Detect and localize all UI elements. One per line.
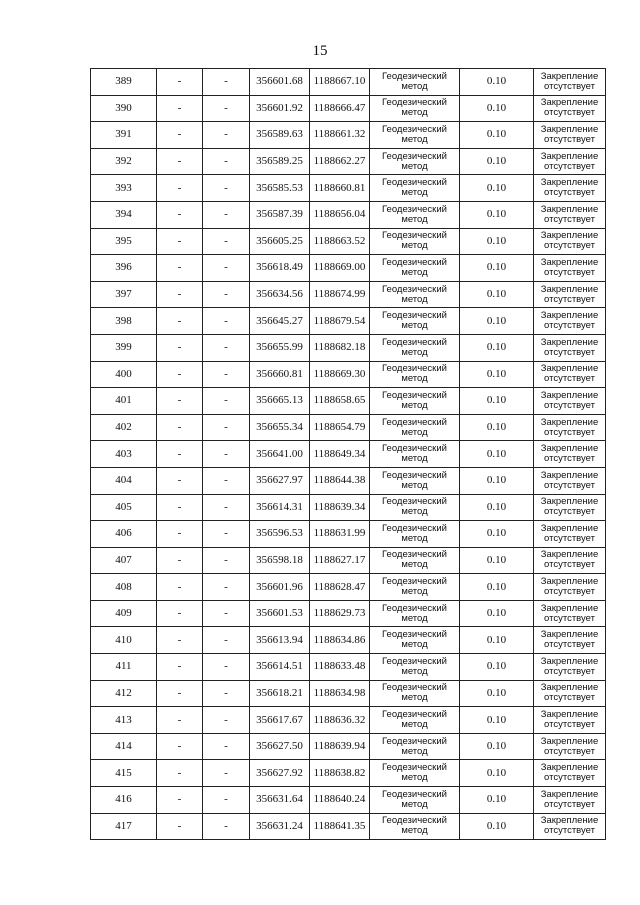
accuracy-cell: 0.10 xyxy=(460,361,534,388)
old-x-cell: - xyxy=(157,680,203,707)
x-coordinate-cell: 356660.81 xyxy=(250,361,310,388)
old-x-cell: - xyxy=(157,69,203,96)
old-x-cell: - xyxy=(157,414,203,441)
old-y-cell: - xyxy=(203,600,250,627)
x-coordinate-cell: 356614.51 xyxy=(250,654,310,681)
x-coordinate-cell: 356641.00 xyxy=(250,441,310,468)
y-coordinate-cell: 1188667.10 xyxy=(310,69,370,96)
accuracy-cell: 0.10 xyxy=(460,308,534,335)
method-cell: Геодезический метод xyxy=(370,414,460,441)
fixation-cell: Закрепление отсутствует xyxy=(534,255,606,282)
x-coordinate-cell: 356587.39 xyxy=(250,201,310,228)
table-row xyxy=(91,388,606,415)
fixation-cell: Закрепление отсутствует xyxy=(534,467,606,494)
old-y-cell: - xyxy=(203,441,250,468)
y-coordinate-cell: 1188682.18 xyxy=(310,334,370,361)
accuracy-cell: 0.10 xyxy=(460,148,534,175)
y-coordinate-cell: 1188666.47 xyxy=(310,95,370,122)
fixation-cell: Закрепление отсутствует xyxy=(534,600,606,627)
point-number-cell: 413 xyxy=(91,707,157,734)
method-cell: Геодезический метод xyxy=(370,308,460,335)
fixation-cell: Закрепление отсутствует xyxy=(534,361,606,388)
y-coordinate-cell: 1188639.34 xyxy=(310,494,370,521)
old-x-cell: - xyxy=(157,600,203,627)
old-y-cell: - xyxy=(203,760,250,787)
old-x-cell: - xyxy=(157,441,203,468)
method-cell: Геодезический метод xyxy=(370,680,460,707)
table-row xyxy=(91,813,606,840)
old-y-cell: - xyxy=(203,707,250,734)
point-number-cell: 410 xyxy=(91,627,157,654)
old-y-cell: - xyxy=(203,733,250,760)
table-row xyxy=(91,255,606,282)
fixation-cell: Закрепление отсутствует xyxy=(534,707,606,734)
method-cell: Геодезический метод xyxy=(370,175,460,202)
point-number-cell: 401 xyxy=(91,388,157,415)
old-y-cell: - xyxy=(203,122,250,149)
x-coordinate-cell: 356645.27 xyxy=(250,308,310,335)
accuracy-cell: 0.10 xyxy=(460,733,534,760)
method-cell: Геодезический метод xyxy=(370,388,460,415)
point-number-cell: 397 xyxy=(91,281,157,308)
fixation-cell: Закрепление отсутствует xyxy=(534,547,606,574)
table-row xyxy=(91,654,606,681)
x-coordinate-cell: 356601.96 xyxy=(250,574,310,601)
x-coordinate-cell: 356598.18 xyxy=(250,547,310,574)
old-x-cell: - xyxy=(157,547,203,574)
fixation-cell: Закрепление отсутствует xyxy=(534,308,606,335)
accuracy-cell: 0.10 xyxy=(460,494,534,521)
point-number-cell: 398 xyxy=(91,308,157,335)
x-coordinate-cell: 356665.13 xyxy=(250,388,310,415)
old-y-cell: - xyxy=(203,361,250,388)
accuracy-cell: 0.10 xyxy=(460,760,534,787)
accuracy-cell: 0.10 xyxy=(460,574,534,601)
table-row xyxy=(91,733,606,760)
old-y-cell: - xyxy=(203,414,250,441)
x-coordinate-cell: 356585.53 xyxy=(250,175,310,202)
y-coordinate-cell: 1188669.30 xyxy=(310,361,370,388)
accuracy-cell: 0.10 xyxy=(460,201,534,228)
accuracy-cell: 0.10 xyxy=(460,680,534,707)
y-coordinate-cell: 1188634.86 xyxy=(310,627,370,654)
point-number-cell: 408 xyxy=(91,574,157,601)
old-x-cell: - xyxy=(157,787,203,814)
old-x-cell: - xyxy=(157,654,203,681)
table-row xyxy=(91,574,606,601)
table-row xyxy=(91,414,606,441)
method-cell: Геодезический метод xyxy=(370,627,460,654)
point-number-cell: 392 xyxy=(91,148,157,175)
fixation-cell: Закрепление отсутствует xyxy=(534,388,606,415)
x-coordinate-cell: 356627.50 xyxy=(250,733,310,760)
x-coordinate-cell: 356618.49 xyxy=(250,255,310,282)
point-number-cell: 395 xyxy=(91,228,157,255)
old-y-cell: - xyxy=(203,175,250,202)
fixation-cell: Закрепление отсутствует xyxy=(534,574,606,601)
x-coordinate-cell: 356618.21 xyxy=(250,680,310,707)
method-cell: Геодезический метод xyxy=(370,574,460,601)
y-coordinate-cell: 1188641.35 xyxy=(310,813,370,840)
y-coordinate-cell: 1188631.99 xyxy=(310,521,370,548)
accuracy-cell: 0.10 xyxy=(460,547,534,574)
accuracy-cell: 0.10 xyxy=(460,281,534,308)
point-number-cell: 412 xyxy=(91,680,157,707)
table-row xyxy=(91,95,606,122)
accuracy-cell: 0.10 xyxy=(460,414,534,441)
table-row xyxy=(91,228,606,255)
old-y-cell: - xyxy=(203,813,250,840)
accuracy-cell: 0.10 xyxy=(460,813,534,840)
x-coordinate-cell: 356614.31 xyxy=(250,494,310,521)
point-number-cell: 409 xyxy=(91,600,157,627)
y-coordinate-cell: 1188660.81 xyxy=(310,175,370,202)
y-coordinate-cell: 1188639.94 xyxy=(310,733,370,760)
y-coordinate-cell: 1188656.04 xyxy=(310,201,370,228)
y-coordinate-cell: 1188669.00 xyxy=(310,255,370,282)
fixation-cell: Закрепление отсутствует xyxy=(534,175,606,202)
fixation-cell: Закрепление отсутствует xyxy=(534,733,606,760)
accuracy-cell: 0.10 xyxy=(460,175,534,202)
old-y-cell: - xyxy=(203,388,250,415)
method-cell: Геодезический метод xyxy=(370,654,460,681)
y-coordinate-cell: 1188679.54 xyxy=(310,308,370,335)
table-row xyxy=(91,787,606,814)
table-row xyxy=(91,521,606,548)
old-y-cell: - xyxy=(203,95,250,122)
table-row xyxy=(91,361,606,388)
old-x-cell: - xyxy=(157,467,203,494)
y-coordinate-cell: 1188649.34 xyxy=(310,441,370,468)
point-number-cell: 394 xyxy=(91,201,157,228)
old-x-cell: - xyxy=(157,707,203,734)
x-coordinate-cell: 356596.53 xyxy=(250,521,310,548)
old-y-cell: - xyxy=(203,521,250,548)
fixation-cell: Закрепление отсутствует xyxy=(534,521,606,548)
y-coordinate-cell: 1188674.99 xyxy=(310,281,370,308)
point-number-cell: 411 xyxy=(91,654,157,681)
method-cell: Геодезический метод xyxy=(370,467,460,494)
accuracy-cell: 0.10 xyxy=(460,441,534,468)
y-coordinate-cell: 1188663.52 xyxy=(310,228,370,255)
old-x-cell: - xyxy=(157,521,203,548)
table-row xyxy=(91,547,606,574)
table-row xyxy=(91,122,606,149)
fixation-cell: Закрепление отсутствует xyxy=(534,654,606,681)
accuracy-cell: 0.10 xyxy=(460,600,534,627)
old-y-cell: - xyxy=(203,255,250,282)
x-coordinate-cell: 356601.53 xyxy=(250,600,310,627)
fixation-cell: Закрепление отсутствует xyxy=(534,281,606,308)
method-cell: Геодезический метод xyxy=(370,148,460,175)
method-cell: Геодезический метод xyxy=(370,281,460,308)
table-row xyxy=(91,600,606,627)
point-number-cell: 399 xyxy=(91,334,157,361)
y-coordinate-cell: 1188661.32 xyxy=(310,122,370,149)
old-y-cell: - xyxy=(203,574,250,601)
table-row xyxy=(91,467,606,494)
old-x-cell: - xyxy=(157,361,203,388)
y-coordinate-cell: 1188627.17 xyxy=(310,547,370,574)
fixation-cell: Закрепление отсутствует xyxy=(534,627,606,654)
point-number-cell: 406 xyxy=(91,521,157,548)
table-row xyxy=(91,308,606,335)
fixation-cell: Закрепление отсутствует xyxy=(534,334,606,361)
accuracy-cell: 0.10 xyxy=(460,122,534,149)
method-cell: Геодезический метод xyxy=(370,361,460,388)
y-coordinate-cell: 1188654.79 xyxy=(310,414,370,441)
fixation-cell: Закрепление отсутствует xyxy=(534,441,606,468)
old-x-cell: - xyxy=(157,733,203,760)
old-x-cell: - xyxy=(157,627,203,654)
point-number-cell: 402 xyxy=(91,414,157,441)
point-number-cell: 416 xyxy=(91,787,157,814)
x-coordinate-cell: 356631.64 xyxy=(250,787,310,814)
point-number-cell: 405 xyxy=(91,494,157,521)
old-x-cell: - xyxy=(157,122,203,149)
accuracy-cell: 0.10 xyxy=(460,69,534,96)
old-y-cell: - xyxy=(203,281,250,308)
y-coordinate-cell: 1188644.38 xyxy=(310,467,370,494)
table-row xyxy=(91,69,606,96)
fixation-cell: Закрепление отсутствует xyxy=(534,680,606,707)
old-y-cell: - xyxy=(203,201,250,228)
table-row xyxy=(91,627,606,654)
old-x-cell: - xyxy=(157,95,203,122)
fixation-cell: Закрепление отсутствует xyxy=(534,69,606,96)
method-cell: Геодезический метод xyxy=(370,760,460,787)
point-number-cell: 389 xyxy=(91,69,157,96)
accuracy-cell: 0.10 xyxy=(460,654,534,681)
y-coordinate-cell: 1188640.24 xyxy=(310,787,370,814)
fixation-cell: Закрепление отсутствует xyxy=(534,760,606,787)
x-coordinate-cell: 356589.25 xyxy=(250,148,310,175)
old-y-cell: - xyxy=(203,148,250,175)
point-number-cell: 403 xyxy=(91,441,157,468)
old-y-cell: - xyxy=(203,228,250,255)
y-coordinate-cell: 1188628.47 xyxy=(310,574,370,601)
old-y-cell: - xyxy=(203,547,250,574)
fixation-cell: Закрепление отсутствует xyxy=(534,414,606,441)
y-coordinate-cell: 1188638.82 xyxy=(310,760,370,787)
old-x-cell: - xyxy=(157,388,203,415)
old-y-cell: - xyxy=(203,308,250,335)
method-cell: Геодезический метод xyxy=(370,733,460,760)
y-coordinate-cell: 1188629.73 xyxy=(310,600,370,627)
table-row xyxy=(91,707,606,734)
method-cell: Геодезический метод xyxy=(370,228,460,255)
old-y-cell: - xyxy=(203,680,250,707)
old-x-cell: - xyxy=(157,760,203,787)
method-cell: Геодезический метод xyxy=(370,95,460,122)
point-number-cell: 391 xyxy=(91,122,157,149)
old-y-cell: - xyxy=(203,69,250,96)
old-x-cell: - xyxy=(157,228,203,255)
fixation-cell: Закрепление отсутствует xyxy=(534,228,606,255)
old-x-cell: - xyxy=(157,255,203,282)
table-row xyxy=(91,680,606,707)
x-coordinate-cell: 356601.92 xyxy=(250,95,310,122)
x-coordinate-cell: 356589.63 xyxy=(250,122,310,149)
accuracy-cell: 0.10 xyxy=(460,707,534,734)
method-cell: Геодезический метод xyxy=(370,255,460,282)
old-x-cell: - xyxy=(157,281,203,308)
point-number-cell: 390 xyxy=(91,95,157,122)
fixation-cell: Закрепление отсутствует xyxy=(534,122,606,149)
old-x-cell: - xyxy=(157,813,203,840)
old-x-cell: - xyxy=(157,494,203,521)
table-row xyxy=(91,760,606,787)
method-cell: Геодезический метод xyxy=(370,600,460,627)
point-number-cell: 414 xyxy=(91,733,157,760)
old-x-cell: - xyxy=(157,334,203,361)
point-number-cell: 400 xyxy=(91,361,157,388)
fixation-cell: Закрепление отсутствует xyxy=(534,95,606,122)
old-y-cell: - xyxy=(203,787,250,814)
old-y-cell: - xyxy=(203,627,250,654)
old-x-cell: - xyxy=(157,574,203,601)
table-row xyxy=(91,334,606,361)
accuracy-cell: 0.10 xyxy=(460,255,534,282)
y-coordinate-cell: 1188633.48 xyxy=(310,654,370,681)
x-coordinate-cell: 356627.97 xyxy=(250,467,310,494)
accuracy-cell: 0.10 xyxy=(460,521,534,548)
accuracy-cell: 0.10 xyxy=(460,228,534,255)
table-row xyxy=(91,441,606,468)
x-coordinate-cell: 356631.24 xyxy=(250,813,310,840)
fixation-cell: Закрепление отсутствует xyxy=(534,813,606,840)
point-number-cell: 404 xyxy=(91,467,157,494)
table-row xyxy=(91,175,606,202)
accuracy-cell: 0.10 xyxy=(460,334,534,361)
method-cell: Геодезический метод xyxy=(370,201,460,228)
point-number-cell: 415 xyxy=(91,760,157,787)
accuracy-cell: 0.10 xyxy=(460,787,534,814)
method-cell: Геодезический метод xyxy=(370,441,460,468)
method-cell: Геодезический метод xyxy=(370,787,460,814)
old-y-cell: - xyxy=(203,494,250,521)
x-coordinate-cell: 356655.34 xyxy=(250,414,310,441)
fixation-cell: Закрепление отсутствует xyxy=(534,201,606,228)
old-x-cell: - xyxy=(157,148,203,175)
point-number-cell: 407 xyxy=(91,547,157,574)
old-x-cell: - xyxy=(157,201,203,228)
table-row xyxy=(91,281,606,308)
x-coordinate-cell: 356627.92 xyxy=(250,760,310,787)
accuracy-cell: 0.10 xyxy=(460,95,534,122)
method-cell: Геодезический метод xyxy=(370,122,460,149)
old-x-cell: - xyxy=(157,175,203,202)
method-cell: Геодезический метод xyxy=(370,813,460,840)
table-row xyxy=(91,148,606,175)
table-row xyxy=(91,201,606,228)
fixation-cell: Закрепление отсутствует xyxy=(534,787,606,814)
accuracy-cell: 0.10 xyxy=(460,467,534,494)
y-coordinate-cell: 1188658.65 xyxy=(310,388,370,415)
accuracy-cell: 0.10 xyxy=(460,627,534,654)
method-cell: Геодезический метод xyxy=(370,334,460,361)
old-y-cell: - xyxy=(203,334,250,361)
fixation-cell: Закрепление отсутствует xyxy=(534,494,606,521)
x-coordinate-cell: 356655.99 xyxy=(250,334,310,361)
point-number-cell: 393 xyxy=(91,175,157,202)
table-row xyxy=(91,494,606,521)
y-coordinate-cell: 1188662.27 xyxy=(310,148,370,175)
x-coordinate-cell: 356605.25 xyxy=(250,228,310,255)
x-coordinate-cell: 356617.67 xyxy=(250,707,310,734)
coordinates-table xyxy=(90,68,606,840)
x-coordinate-cell: 356601.68 xyxy=(250,69,310,96)
page-number: 15 xyxy=(312,43,328,59)
accuracy-cell: 0.10 xyxy=(460,388,534,415)
method-cell: Геодезический метод xyxy=(370,494,460,521)
method-cell: Геодезический метод xyxy=(370,69,460,96)
old-x-cell: - xyxy=(157,308,203,335)
y-coordinate-cell: 1188634.98 xyxy=(310,680,370,707)
method-cell: Геодезический метод xyxy=(370,521,460,548)
point-number-cell: 417 xyxy=(91,813,157,840)
point-number-cell: 396 xyxy=(91,255,157,282)
fixation-cell: Закрепление отсутствует xyxy=(534,148,606,175)
method-cell: Геодезический метод xyxy=(370,707,460,734)
y-coordinate-cell: 1188636.32 xyxy=(310,707,370,734)
method-cell: Геодезический метод xyxy=(370,547,460,574)
x-coordinate-cell: 356634.56 xyxy=(250,281,310,308)
old-y-cell: - xyxy=(203,654,250,681)
x-coordinate-cell: 356613.94 xyxy=(250,627,310,654)
old-y-cell: - xyxy=(203,467,250,494)
